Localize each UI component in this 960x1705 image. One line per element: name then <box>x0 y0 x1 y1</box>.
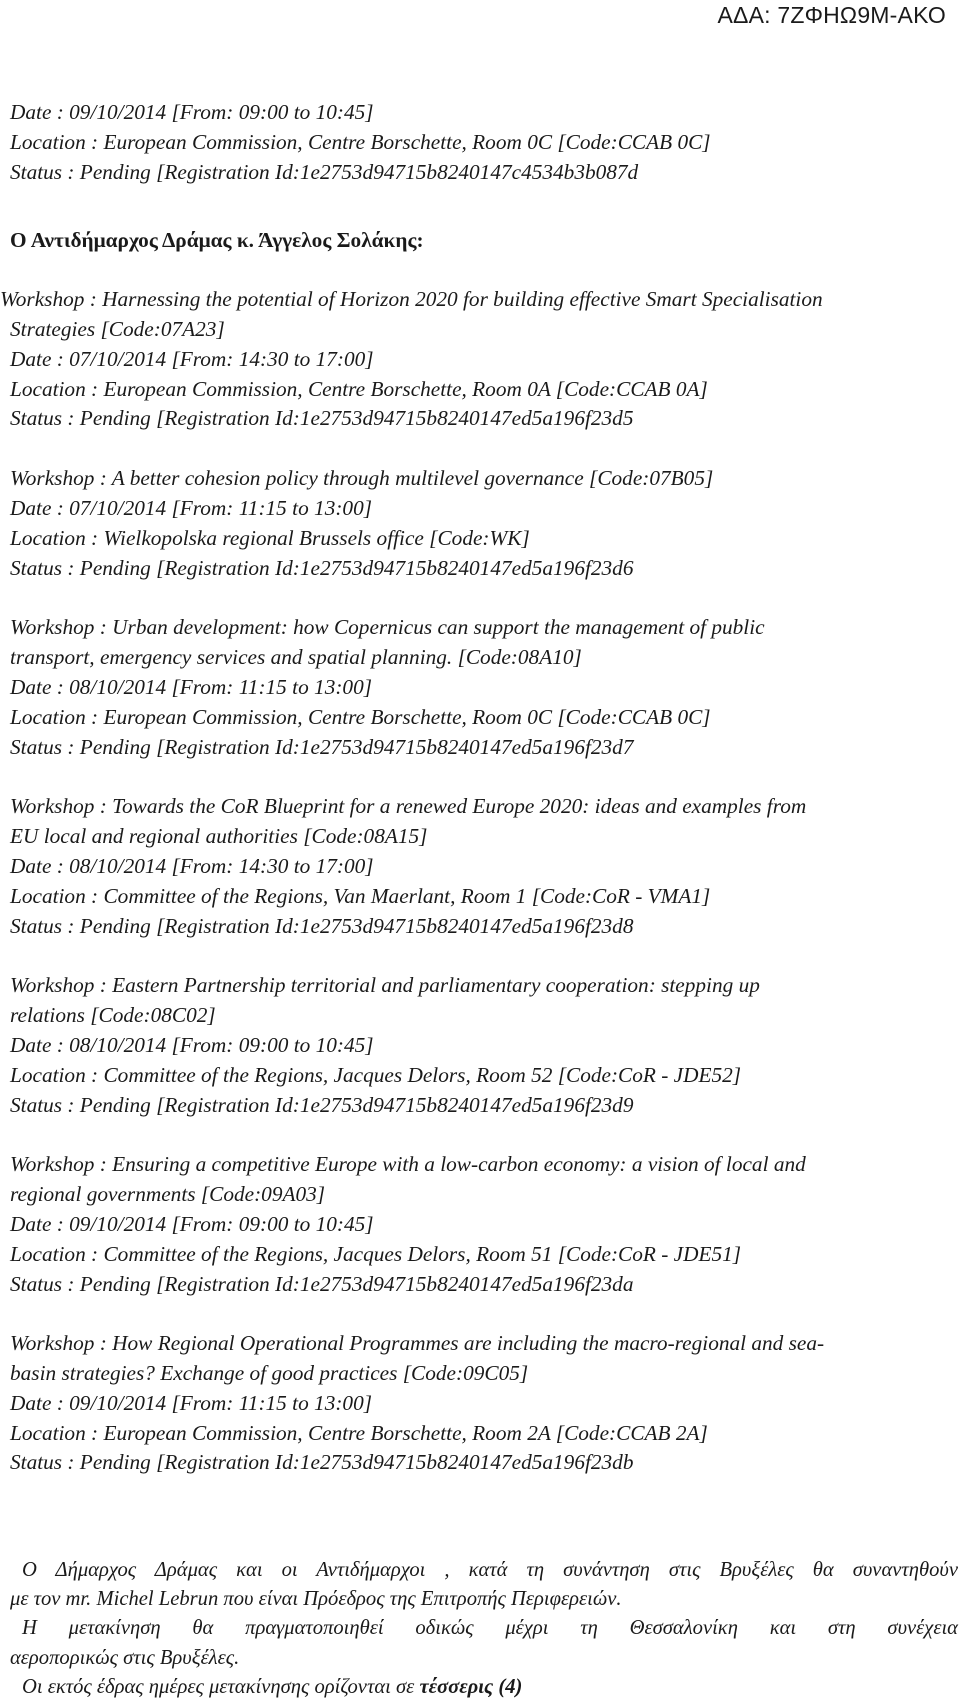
workshop-date: Date : 09/10/2014 [From: 11:15 to 13:00] <box>10 1390 373 1415</box>
footer-paragraph-2-line-2: αεροπορικώς στις Βρυξέλες. <box>10 1646 240 1669</box>
footer-paragraph-1-line-2: με τον mr. Michel Lebrun που είναι Πρόεδρος της Επιτροπής Περιφερειών. <box>10 1588 622 1611</box>
workshop-entry <box>10 1329 955 1478</box>
document-body <box>0 98 955 1508</box>
workshop-title-line: EU local and regional authorities [Code:08A15] <box>10 824 428 849</box>
workshop-title-line: basin strategies? Exchange of good practices [Code:09C05] <box>10 1361 529 1386</box>
workshop-title-line: Workshop : Harnessing the potential of Horizon 2020 for building effective Smart Specialisation <box>0 287 823 312</box>
workshop-location: Location : European Commission, Centre Borschette, Room 0A [Code:CCAB 0A] <box>10 376 708 401</box>
workshop-title-line: Workshop : Towards the CoR Blueprint for a renewed Europe 2020: ideas and examples from <box>10 794 807 819</box>
workshop-status: Status : Pending [Registration Id:1e2753d94715b8240147ed5a196f23d7 <box>10 734 634 759</box>
entry-location: Location : European Commission, Centre Borschette, Room 0C [Code:CCAB 0C] <box>10 129 711 154</box>
workshop-date: Date : 08/10/2014 [From: 11:15 to 13:00] <box>10 674 373 699</box>
workshop-title-line: Workshop : Ensuring a competitive Europe with a low-carbon economy: a vision of local and <box>10 1152 806 1177</box>
workshop-entry <box>10 1150 955 1299</box>
workshop-status: Status : Pending [Registration Id:1e2753d94715b8240147ed5a196f23d6 <box>10 555 634 580</box>
workshop-date: Date : 08/10/2014 [From: 09:00 to 10:45] <box>10 1032 374 1057</box>
workshop-status: Status : Pending [Registration Id:1e2753d94715b8240147ed5a196f23da <box>10 1271 634 1296</box>
workshop-title-line: Workshop : A better cohesion policy through multilevel governance [Code:07B05] <box>10 466 714 491</box>
workshop-date: Date : 07/10/2014 [From: 14:30 to 17:00] <box>10 346 374 371</box>
workshop-location: Location : Wielkopolska regional Brussels office [Code:WK] <box>10 525 530 550</box>
workshop-entry <box>10 613 955 762</box>
workshop-location: Location : European Commission, Centre Borschette, Room 0C [Code:CCAB 0C] <box>10 704 711 729</box>
first-entry-block <box>10 98 955 187</box>
workshop-entry <box>10 792 955 941</box>
workshop-location: Location : Committee of the Regions, Jacques Delors, Room 52 [Code:CoR - JDE52] <box>10 1062 742 1087</box>
section-heading: Ο Αντιδήμαρχος Δράμας κ. Άγγελος Σολάκης: <box>10 228 424 253</box>
workshop-title-line: relations [Code:08C02] <box>10 1003 216 1028</box>
footer-paragraph-3-text: Οι εκτός έδρας ημέρες μετακίνησης ορίζονται σε <box>22 1675 415 1698</box>
workshop-title-line: regional governments [Code:09A03] <box>10 1182 326 1207</box>
ada-document-id: ΑΔΑ: 7ΖΦΗΩ9Μ-ΑΚΟ <box>717 2 946 28</box>
footer-paragraph-1-line-1: Ο Δήμαρχος Δράμας και οι Αντιδήμαρχοι , κατά τη συνάντηση στις Βρυξέλες θα συναντηθούν <box>22 1559 958 1581</box>
workshop-status: Status : Pending [Registration Id:1e2753d94715b8240147ed5a196f23d5 <box>10 406 634 431</box>
workshop-status: Status : Pending [Registration Id:1e2753d94715b8240147ed5a196f23d9 <box>10 1092 634 1117</box>
workshop-date: Date : 07/10/2014 [From: 11:15 to 13:00] <box>10 495 373 520</box>
workshop-date: Date : 08/10/2014 [From: 14:30 to 17:00] <box>10 853 374 878</box>
workshop-location: Location : European Commission, Centre Borschette, Room 2A [Code:CCAB 2A] <box>10 1420 708 1445</box>
footer-paragraph-3 <box>10 1673 958 1702</box>
workshop-title-line: transport, emergency services and spatial planning. [Code:08A10] <box>10 645 582 670</box>
workshop-title-line: Workshop : Eastern Partnership territorial and parliamentary cooperation: stepping up <box>10 973 760 998</box>
workshop-location: Location : Committee of the Regions, Jacques Delors, Room 51 [Code:CoR - JDE51] <box>10 1241 742 1266</box>
entry-date: Date : 09/10/2014 [From: 09:00 to 10:45] <box>10 100 374 124</box>
workshop-title-line: Strategies [Code:07A23] <box>10 316 225 341</box>
entry-status: Status : Pending [Registration Id:1e2753d94715b8240147c4534b3b087d <box>10 159 639 184</box>
workshop-entry <box>0 285 955 434</box>
workshop-status: Status : Pending [Registration Id:1e2753d94715b8240147ed5a196f23db <box>10 1450 634 1475</box>
workshop-date: Date : 09/10/2014 [From: 09:00 to 10:45] <box>10 1211 374 1236</box>
workshop-entry <box>10 464 955 583</box>
footer-days-count: τέσσερις (4) <box>419 1675 523 1698</box>
workshop-title-line: Workshop : Urban development: how Copernicus can support the management of public <box>10 615 765 640</box>
workshop-title-line: Workshop : How Regional Operational Programmes are including the macro-regional and sea- <box>10 1331 825 1356</box>
workshop-entry <box>10 971 955 1120</box>
workshop-location: Location : Committee of the Regions, Van Maerlant, Room 1 [Code:CoR - VMA1] <box>10 883 711 908</box>
footer-paragraph-2-line-1: Η μετακίνηση θα πραγματοποιηθεί οδικώς μέχρι τη Θεσσαλονίκη και στη συνέχεια <box>22 1617 958 1640</box>
workshop-status: Status : Pending [Registration Id:1e2753d94715b8240147ed5a196f23d8 <box>10 913 634 938</box>
closing-paragraphs <box>10 1556 958 1702</box>
